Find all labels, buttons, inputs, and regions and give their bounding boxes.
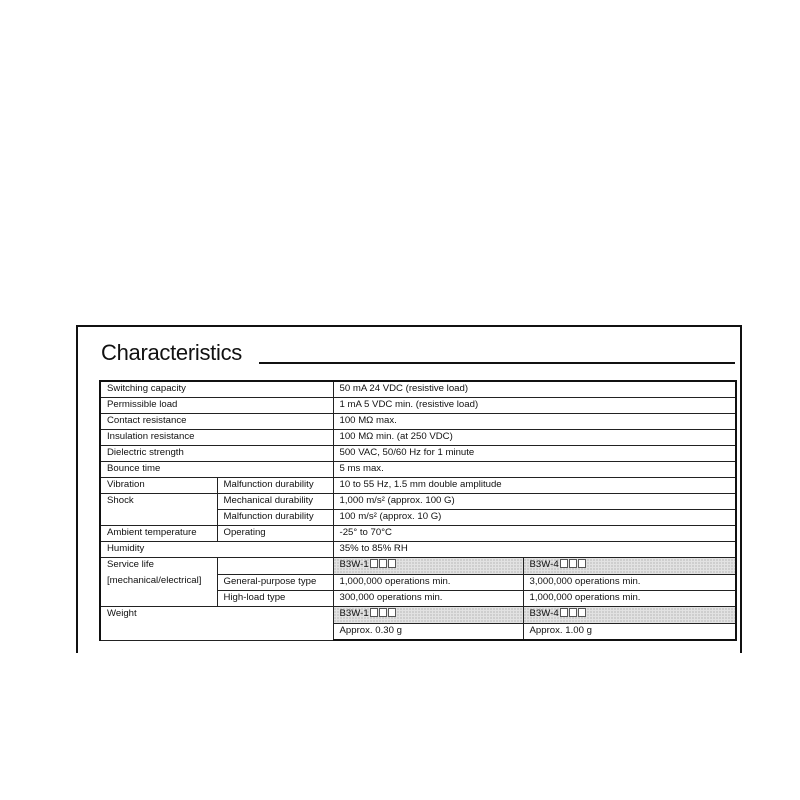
service-life-label [100, 558, 217, 607]
model-header-b3w4 [523, 558, 736, 575]
page-frame-left [76, 325, 78, 653]
row-value: 100 MΩ min. (at 250 VDC) [333, 430, 736, 446]
page-frame-top [76, 325, 742, 327]
model-name: B3W-1 [339, 559, 369, 570]
model-name: B3W-4 [529, 559, 559, 570]
model-suffix-boxes [370, 608, 397, 621]
row-value: 500 VAC, 50/60 Hz for 1 minute [333, 446, 736, 462]
model-header-b3w4 [523, 607, 736, 624]
row-value: 1,000,000 operations min. [333, 575, 523, 591]
table-row [100, 398, 736, 414]
table-row [100, 494, 736, 510]
service-life-label-line1: Service life [107, 559, 154, 570]
row-value: 5 ms max. [333, 462, 736, 478]
service-life-label-line2: [mechanical/electrical] [107, 575, 202, 586]
row-sublabel: Malfunction durability [217, 478, 333, 494]
row-label: Shock [100, 494, 217, 526]
row-label: Ambient temperature [100, 526, 217, 542]
row-label: Contact resistance [100, 414, 333, 430]
row-sublabel: Operating [217, 526, 333, 542]
table-row [100, 462, 736, 478]
row-sublabel: Malfunction durability [217, 510, 333, 526]
row-value: -25° to 70°C [333, 526, 736, 542]
row-label: Humidity [100, 542, 333, 558]
row-value: 100 MΩ max. [333, 414, 736, 430]
empty-cell [217, 558, 333, 575]
model-name: B3W-1 [339, 608, 369, 619]
table-row [100, 414, 736, 430]
row-value: 10 to 55 Hz, 1.5 mm double amplitude [333, 478, 736, 494]
row-sublabel: General-purpose type [217, 575, 333, 591]
row-label: Bounce time [100, 462, 333, 478]
row-value: 3,000,000 operations min. [523, 575, 736, 591]
row-value: Approx. 0.30 g [333, 624, 523, 641]
row-sublabel: High-load type [217, 591, 333, 607]
table-row [100, 607, 736, 624]
row-label: Weight [100, 607, 333, 641]
section-heading [101, 338, 735, 370]
row-label: Switching capacity [100, 381, 333, 398]
row-value: 100 m/s² (approx. 10 G) [333, 510, 736, 526]
table-row [100, 430, 736, 446]
row-label: Insulation resistance [100, 430, 333, 446]
row-value: 1,000 m/s² (approx. 100 G) [333, 494, 736, 510]
model-suffix-boxes [560, 608, 587, 621]
model-name: B3W-4 [529, 608, 559, 619]
table-row [100, 446, 736, 462]
table-row [100, 381, 736, 398]
row-sublabel: Mechanical durability [217, 494, 333, 510]
table-row [100, 478, 736, 494]
row-value: 1 mA 5 VDC min. (resistive load) [333, 398, 736, 414]
row-label: Permissible load [100, 398, 333, 414]
table-row [100, 558, 736, 575]
title-rule [259, 362, 735, 364]
row-value: 35% to 85% RH [333, 542, 736, 558]
table-row [100, 542, 736, 558]
row-label: Dielectric strength [100, 446, 333, 462]
characteristics-table [99, 380, 737, 641]
row-value: 300,000 operations min. [333, 591, 523, 607]
model-header-b3w1 [333, 558, 523, 575]
row-label: Vibration [100, 478, 217, 494]
row-value: 1,000,000 operations min. [523, 591, 736, 607]
page-frame-right [740, 325, 742, 653]
model-suffix-boxes [560, 559, 587, 572]
table-row [100, 526, 736, 542]
section-title: Characteristics [101, 340, 242, 365]
model-suffix-boxes [370, 559, 397, 572]
model-header-b3w1 [333, 607, 523, 624]
row-value: 50 mA 24 VDC (resistive load) [333, 381, 736, 398]
row-value: Approx. 1.00 g [523, 624, 736, 641]
